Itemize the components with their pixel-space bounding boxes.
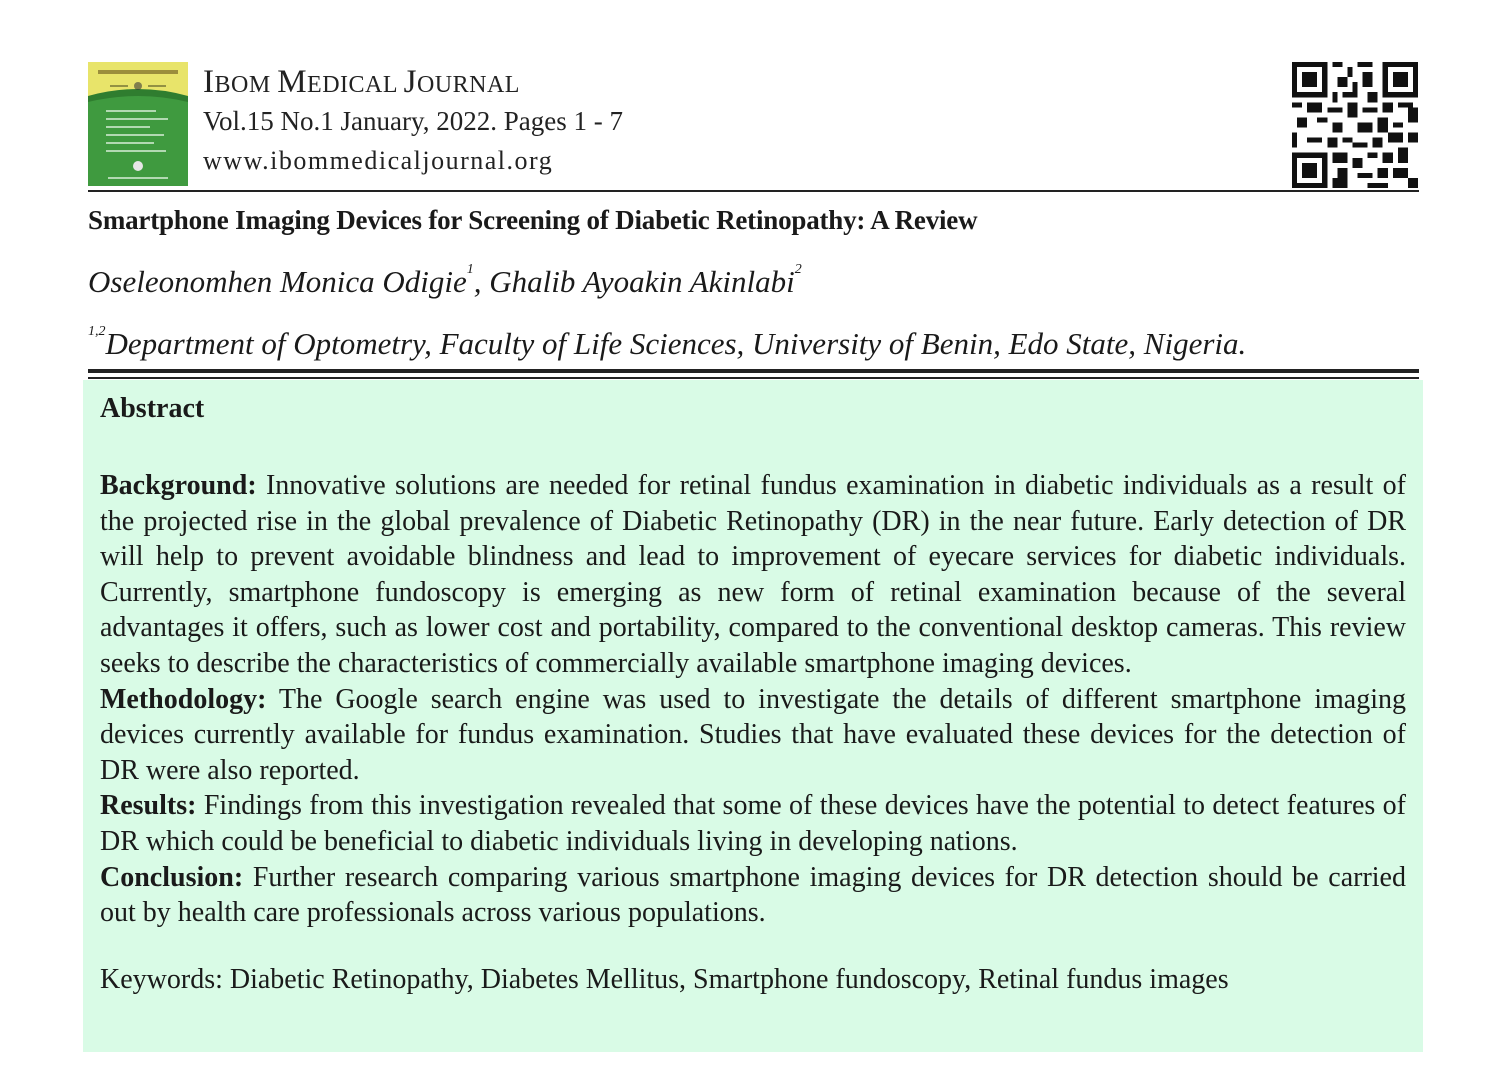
abstract-divider-thick <box>88 369 1419 373</box>
qr-code-icon <box>1292 62 1418 188</box>
abstract-divider-thin <box>88 377 1419 379</box>
header-divider <box>88 190 1419 192</box>
journal-cover-image <box>88 62 188 186</box>
journal-website: www.ibommedicaljournal.org <box>203 146 554 175</box>
author-1: Oseleonomhen Monica Odigie <box>88 264 467 299</box>
author-2: Ghalib Ayoakin Akinlabi <box>489 264 795 299</box>
abstract-keywords: Keywords: Diabetic Retinopathy, Diabetes Mellitus, Smartphone fundoscopy, Retinal fundus images <box>100 963 1229 995</box>
abstract-results: Results: Findings from this investigation revealed that some of these devices have the potential to detect features of DR which could be beneficial to diabetic individuals living in developing nations. <box>100 790 1406 857</box>
journal-volume-line: Vol.15 No.1 January, 2022. Pages 1 - 7 <box>203 106 623 136</box>
abstract-heading: Abstract <box>100 393 205 424</box>
author-affiliation: $^{1,2}$Department of Optometry, Faculty of Life Sciences, University of Benin, Edo State, Nigeria. <box>88 324 1247 361</box>
article-title: Smartphone Imaging Devices for Screening of Diabetic Retinopathy: A Review <box>88 205 978 235</box>
journal-name: IBOM MEDICAL JOURNAL <box>203 64 520 100</box>
abstract-conclusion: Conclusion: Further research comparing various smartphone imaging devices for DR detection should be carried out by health care professionals across various populations. <box>100 861 1406 929</box>
abstract-box <box>83 380 1423 1052</box>
abstract-background: Background: Innovative solutions are needed for retinal fundus examination in diabetic individuals as a result of the projected rise in the global prevalence of Diabetic Retinopathy (DR) in the near future. Early detection of DR will help to prevent avoidable blindness and lead to improvement of eyecare services for diabetic individuals. Currently, smartphone fundoscopy is emerging as new form of retinal examination because of the several advantages it offers, such as lower cost and portability, compared to the conventional desktop cameras. This review seeks to describe the characteristics of commercially available smartphone imaging devices. <box>100 470 1406 679</box>
abstract-methodology: Methodology: The Google search engine was used to investigate the details of different smartphone imaging devices currently available for fundus examination. Studies that have evaluated these devices for the detection of DR were also reported. <box>100 683 1406 786</box>
article-authors: Oseleonomhen Monica Odigie$^1$, Ghalib Ayoakin Akinlabi$^2$ <box>88 262 802 299</box>
